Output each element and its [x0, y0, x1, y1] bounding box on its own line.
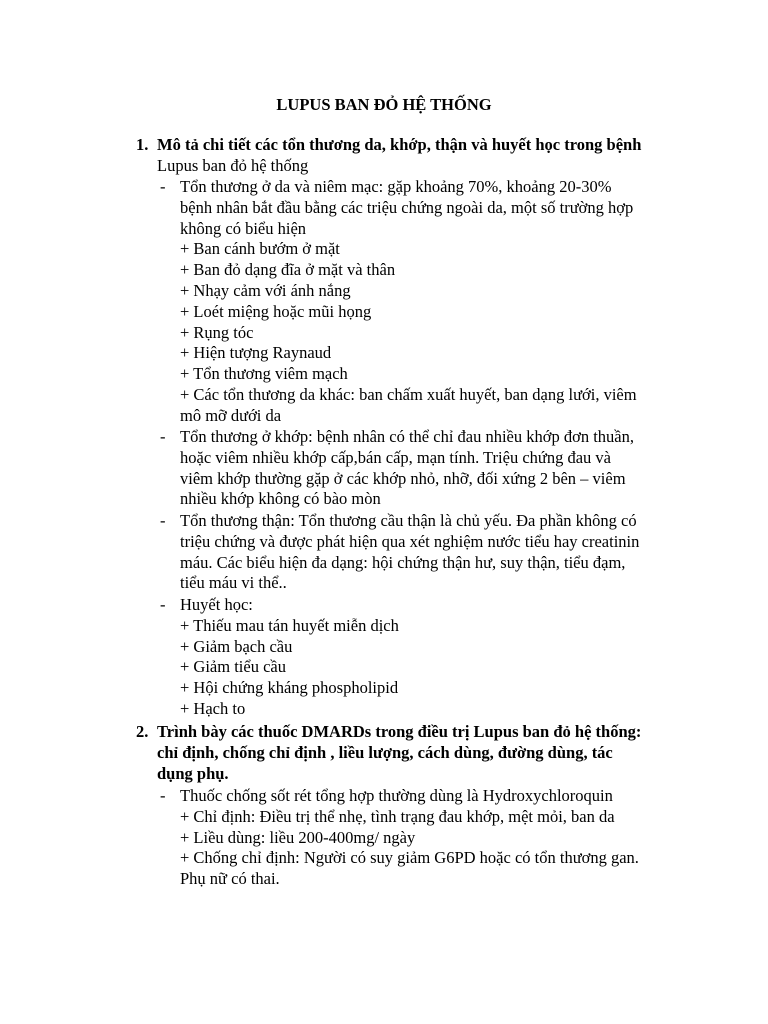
bullet-line: không có biểu hiện: [180, 218, 307, 238]
bullet-line: viêm khớp thường gặp ở các khớp nhỏ, nhỡ, đối xứng 2 bên – viêm: [180, 468, 626, 488]
bullet-line: Tổn thương ở khớp: bệnh nhân có thể chỉ đau nhiều khớp đơn thuần,: [180, 427, 634, 446]
bullet-line: + Ban cánh bướm ở mặt: [180, 239, 340, 259]
bullet-line: Thuốc chống sốt rét tổng hợp thường dùng là Hydroxychloroquin: [180, 786, 613, 805]
bullet-line: + Giảm bạch cầu: [180, 636, 293, 656]
bullet-line: + Hạch to: [180, 698, 246, 718]
bullet-line: + Chống chỉ định: Người có suy giảm G6PD hoặc có tổn thương gan.: [180, 848, 639, 868]
bullet-line: tiểu máu vi thể..: [180, 573, 287, 593]
bullet-text: [180, 427, 700, 510]
bullet-line: mô mỡ dưới da: [180, 405, 282, 425]
bullet-line: hoặc viêm nhiều khớp cấp,bán cấp, mạn tính. Triệu chứng đau và: [180, 447, 611, 467]
bullet-dash: -: [160, 427, 166, 446]
bullet-line: Tổn thương thận: Tổn thương cầu thận là chủ yếu. Đa phần không có: [180, 511, 637, 530]
bullet-line: + Liều dùng: liều 200-400mg/ ngày: [180, 827, 416, 847]
bullet-line: + Hiện tượng Raynaud: [180, 343, 332, 363]
bullet-line: + Hội chứng kháng phospholipid: [180, 678, 399, 698]
bullet-line: + Rụng tóc: [180, 322, 254, 342]
bullet-line: Tổn thương ở da và niêm mạc: gặp khoảng 70%, khoảng 20-30%: [180, 177, 612, 196]
heading-line: chỉ định, chống chỉ định , liều lượng, cách dùng, đường dùng, tác: [157, 742, 613, 762]
bullet-dash: -: [160, 177, 166, 196]
bullet-line: + Nhạy cảm với ánh nắng: [180, 280, 351, 300]
bullet-text: [180, 595, 700, 720]
bullet-text: [180, 177, 700, 427]
bullet-line: Huyết học:: [180, 595, 253, 614]
bullet-line: Phụ nữ có thai.: [180, 869, 280, 889]
section-number: 1.: [136, 135, 149, 154]
bullet-line: bệnh nhân bắt đầu bằng các triệu chứng ngoài da, một số trường hợp: [180, 197, 634, 217]
bullet-line: + Chỉ định: Điều trị thể nhẹ, tình trạng đau khớp, mệt mỏi, ban da: [180, 806, 615, 826]
section-heading: [157, 722, 697, 784]
section-number: 2.: [136, 722, 149, 741]
heading-line: Trình bày các thuốc DMARDs trong điều trị Lupus ban đỏ hệ thống:: [157, 722, 642, 741]
bullet-line: + Ban đỏ dạng đĩa ở mặt và thân: [180, 260, 396, 280]
heading-line: Mô tả chi tiết các tổn thương da, khớp, thận và huyết học trong bệnh: [157, 135, 642, 154]
bullet-line: + Tổn thương viêm mạch: [180, 364, 348, 384]
document-title: LUPUS BAN ĐỎ HỆ THỐNG: [276, 95, 492, 114]
bullet-line: nhiều khớp không có bào mòn: [180, 489, 381, 509]
bullet-line: triệu chứng và được phát hiện qua xét nghiệm nước tiểu hay creatinin: [180, 531, 640, 551]
bullet-line: + Các tổn thương da khác: ban chấm xuất huyết, ban dạng lưới, viêm: [180, 384, 637, 404]
bullet-dash: -: [160, 786, 166, 805]
bullet-text: [180, 786, 700, 890]
bullet-line: + Thiếu mau tán huyết miễn dịch: [180, 615, 399, 635]
heading-line: Lupus ban đỏ hệ thống: [157, 155, 309, 175]
bullet-line: máu. Các biểu hiện đa dạng: hội chứng thận hư, suy thận, tiểu đạm,: [180, 552, 626, 572]
bullet-dash: -: [160, 595, 166, 614]
section-heading: [157, 135, 697, 177]
bullet-dash: -: [160, 511, 166, 530]
bullet-text: [180, 511, 700, 594]
heading-line: dụng phụ.: [157, 763, 229, 783]
bullet-line: + Loét miệng hoặc mũi họng: [180, 301, 372, 321]
bullet-line: + Giảm tiểu cầu: [180, 657, 286, 677]
